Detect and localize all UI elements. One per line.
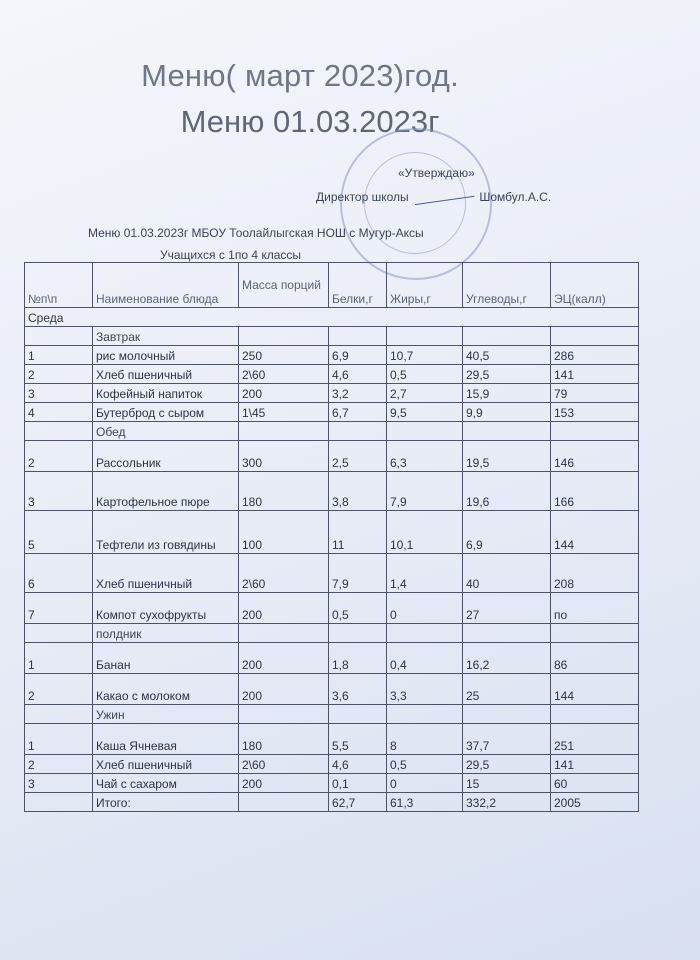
- carbs-value: 15,9: [463, 384, 551, 403]
- fat-value: 0,4: [387, 643, 463, 674]
- menu-item-row: [25, 643, 639, 674]
- director-name: Шомбул.А.С.: [479, 190, 552, 204]
- item-number: 6: [25, 554, 93, 593]
- fat-value: 1,4: [387, 554, 463, 593]
- portion-mass: 100: [239, 511, 329, 554]
- school-info: Меню 01.03.2023г МБОУ Тоолайлыгская НОШ с Мугур-Аксы: [88, 226, 424, 240]
- empty-cell: [387, 422, 463, 441]
- portion-mass: 200: [239, 593, 329, 624]
- item-number: 5: [25, 511, 93, 554]
- menu-item-row: [25, 755, 639, 774]
- total-kcal: 2005: [551, 793, 639, 812]
- header-mass: Масса порций: [239, 263, 329, 308]
- kcal-value: 60: [551, 774, 639, 793]
- menu-item-row: [25, 774, 639, 793]
- portion-mass: 2\60: [239, 554, 329, 593]
- portion-mass: 200: [239, 643, 329, 674]
- carbs-value: 9,9: [463, 403, 551, 422]
- carbs-value: 37,7: [463, 724, 551, 755]
- dish-name: Рассольник: [93, 441, 239, 472]
- section-row: [25, 422, 639, 441]
- menu-item-row: [25, 346, 639, 365]
- kcal-value: 286: [551, 346, 639, 365]
- carbs-value: 27: [463, 593, 551, 624]
- empty-cell: [463, 705, 551, 724]
- section-row: [25, 624, 639, 643]
- total-row: [25, 793, 639, 812]
- dish-name: Банан: [93, 643, 239, 674]
- item-number: 2: [25, 674, 93, 705]
- item-number: 7: [25, 593, 93, 624]
- carbs-value: 16,2: [463, 643, 551, 674]
- fat-value: 3,3: [387, 674, 463, 705]
- menu-item-row: [25, 554, 639, 593]
- item-number: 1: [25, 346, 93, 365]
- protein-value: 7,9: [329, 554, 387, 593]
- carbs-value: 40: [463, 554, 551, 593]
- kcal-value: 141: [551, 755, 639, 774]
- kcal-value: 208: [551, 554, 639, 593]
- kcal-value: 146: [551, 441, 639, 472]
- dish-name: Тефтели из говядины: [93, 511, 239, 554]
- protein-value: 0,1: [329, 774, 387, 793]
- table-header-row: [25, 263, 639, 308]
- header-protein: Белки,г: [329, 263, 387, 308]
- empty-cell: [239, 705, 329, 724]
- item-number: 4: [25, 403, 93, 422]
- header-num: №п\п: [25, 263, 93, 308]
- fat-value: 10,1: [387, 511, 463, 554]
- empty-cell: [551, 422, 639, 441]
- item-number: 2: [25, 755, 93, 774]
- director-signature-line: [316, 190, 551, 204]
- kcal-value: 79: [551, 384, 639, 403]
- dish-name: Компот сухофрукты: [93, 593, 239, 624]
- protein-value: 6,9: [329, 346, 387, 365]
- kcal-value: 153: [551, 403, 639, 422]
- protein-value: 5,5: [329, 724, 387, 755]
- approval-mark: «Утверждаю»: [398, 166, 475, 180]
- dish-name: Бутерброд с сыром: [93, 403, 239, 422]
- kcal-value: по: [551, 593, 639, 624]
- portion-mass: 180: [239, 472, 329, 511]
- portion-mass: 300: [239, 441, 329, 472]
- empty-cell: [463, 624, 551, 643]
- dish-name: Картофельное пюре: [93, 472, 239, 511]
- dish-name: Каша Ячневая: [93, 724, 239, 755]
- menu-table-body: [25, 263, 639, 812]
- dish-name: Хлеб пшеничный: [93, 755, 239, 774]
- empty-cell: [239, 624, 329, 643]
- empty-cell: [463, 327, 551, 346]
- total-carbs: 332,2: [463, 793, 551, 812]
- carbs-value: 6,9: [463, 511, 551, 554]
- portion-mass: 180: [239, 724, 329, 755]
- fat-value: 9,5: [387, 403, 463, 422]
- menu-title-month: Меню( март 2023)год.: [141, 58, 459, 93]
- protein-value: 4,6: [329, 365, 387, 384]
- fat-value: 0: [387, 593, 463, 624]
- total-protein: 62,7: [329, 793, 387, 812]
- empty-cell: [551, 327, 639, 346]
- portion-mass: 200: [239, 674, 329, 705]
- kcal-value: 144: [551, 674, 639, 705]
- kcal-value: 86: [551, 643, 639, 674]
- item-number: 3: [25, 472, 93, 511]
- director-label: Директор школы: [316, 190, 409, 204]
- empty-cell: [25, 624, 93, 643]
- dish-name: Хлеб пшеничный: [93, 365, 239, 384]
- empty-cell: [239, 793, 329, 812]
- item-number: 1: [25, 724, 93, 755]
- protein-value: 3,8: [329, 472, 387, 511]
- protein-value: 2,5: [329, 441, 387, 472]
- empty-cell: [551, 705, 639, 724]
- item-number: 1: [25, 643, 93, 674]
- menu-item-row: [25, 472, 639, 511]
- menu-item-row: [25, 403, 639, 422]
- menu-table: [24, 262, 639, 812]
- empty-cell: [551, 624, 639, 643]
- menu-item-row: [25, 724, 639, 755]
- fat-value: 0: [387, 774, 463, 793]
- protein-value: 3,2: [329, 384, 387, 403]
- kcal-value: 166: [551, 472, 639, 511]
- portion-mass: 200: [239, 384, 329, 403]
- carbs-value: 19,6: [463, 472, 551, 511]
- protein-value: 4,6: [329, 755, 387, 774]
- fat-value: 10,7: [387, 346, 463, 365]
- total-fat: 61,3: [387, 793, 463, 812]
- dish-name: рис молочный: [93, 346, 239, 365]
- empty-cell: [25, 793, 93, 812]
- day-label: Среда: [25, 308, 639, 327]
- students-info: Учащихся с 1по 4 классы: [160, 248, 302, 262]
- kcal-value: 141: [551, 365, 639, 384]
- empty-cell: [387, 705, 463, 724]
- menu-item-row: [25, 441, 639, 472]
- protein-value: 6,7: [329, 403, 387, 422]
- portion-mass: 200: [239, 774, 329, 793]
- item-number: 3: [25, 384, 93, 403]
- empty-cell: [329, 327, 387, 346]
- section-label: Ужин: [93, 705, 239, 724]
- carbs-value: 25: [463, 674, 551, 705]
- carbs-value: 40,5: [463, 346, 551, 365]
- header-carbs: Углеводы,г: [463, 263, 551, 308]
- fat-value: 7,9: [387, 472, 463, 511]
- dish-name: Какао с молоком: [93, 674, 239, 705]
- protein-value: 3,6: [329, 674, 387, 705]
- header-dish: Наименование блюда: [93, 263, 239, 308]
- section-row: [25, 327, 639, 346]
- empty-cell: [25, 705, 93, 724]
- dish-name: Чай с сахаром: [93, 774, 239, 793]
- total-label: Итого:: [93, 793, 239, 812]
- item-number: 2: [25, 441, 93, 472]
- protein-value: 11: [329, 511, 387, 554]
- fat-value: 6,3: [387, 441, 463, 472]
- header-fat: Жиры,г: [387, 263, 463, 308]
- carbs-value: 19,5: [463, 441, 551, 472]
- fat-value: 2,7: [387, 384, 463, 403]
- carbs-value: 29,5: [463, 755, 551, 774]
- empty-cell: [25, 422, 93, 441]
- portion-mass: 250: [239, 346, 329, 365]
- protein-value: 1,8: [329, 643, 387, 674]
- portion-mass: 1\45: [239, 403, 329, 422]
- empty-cell: [387, 327, 463, 346]
- section-label: Завтрак: [93, 327, 239, 346]
- empty-cell: [329, 422, 387, 441]
- empty-cell: [329, 705, 387, 724]
- kcal-value: 251: [551, 724, 639, 755]
- section-row: [25, 705, 639, 724]
- kcal-value: 144: [551, 511, 639, 554]
- item-number: 3: [25, 774, 93, 793]
- fat-value: 0,5: [387, 365, 463, 384]
- empty-cell: [25, 327, 93, 346]
- menu-item-row: [25, 674, 639, 705]
- menu-item-row: [25, 593, 639, 624]
- dish-name: Кофейный напиток: [93, 384, 239, 403]
- section-label: полдник: [93, 624, 239, 643]
- empty-cell: [463, 422, 551, 441]
- empty-cell: [329, 624, 387, 643]
- dish-name: Хлеб пшеничный: [93, 554, 239, 593]
- protein-value: 0,5: [329, 593, 387, 624]
- empty-cell: [239, 327, 329, 346]
- carbs-value: 15: [463, 774, 551, 793]
- section-label: Обед: [93, 422, 239, 441]
- item-number: 2: [25, 365, 93, 384]
- menu-item-row: [25, 511, 639, 554]
- portion-mass: 2\60: [239, 365, 329, 384]
- fat-value: 0,5: [387, 755, 463, 774]
- portion-mass: 2\60: [239, 755, 329, 774]
- day-row: [25, 308, 639, 327]
- menu-item-row: [25, 365, 639, 384]
- header-kcal: ЭЦ(калл): [551, 263, 639, 308]
- empty-cell: [239, 422, 329, 441]
- carbs-value: 29,5: [463, 365, 551, 384]
- empty-cell: [387, 624, 463, 643]
- menu-title-date: Меню 01.03.2023г: [180, 104, 440, 139]
- menu-item-row: [25, 384, 639, 403]
- fat-value: 8: [387, 724, 463, 755]
